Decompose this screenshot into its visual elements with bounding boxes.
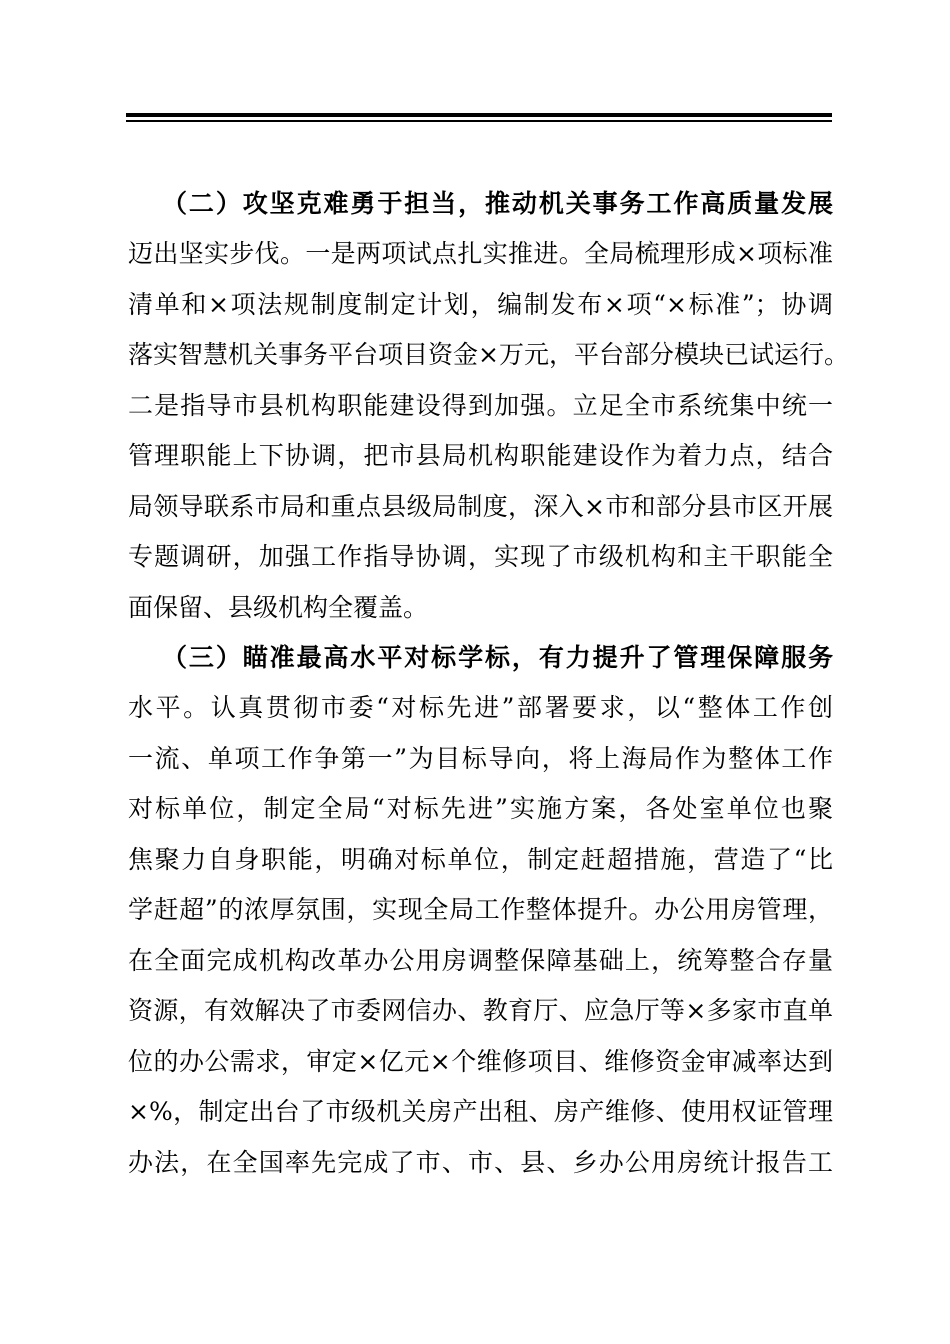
paragraph-3-line: ×%，制定出台了市级机关房产出租、房产维修、使用权证管理 <box>128 1097 833 1126</box>
paragraph-3-line: 焦聚力自身职能，明确对标单位，制定赶超措施，营造了“比 <box>128 845 833 874</box>
paragraph-3-line: 资源，有效解决了市委网信办、教育厅、应急厅等×多家市直单 <box>128 996 833 1025</box>
paragraph-2-heading-line: （二）攻坚克难勇于担当，推动机关事务工作高质量发展 <box>162 189 833 218</box>
header-rule-thin <box>126 120 832 122</box>
paragraph-2-line: 面保留、县级机构全覆盖。 <box>128 593 429 622</box>
paragraph-3-line: 对标单位，制定全局“对标先进”实施方案，各处室单位也聚 <box>128 794 833 823</box>
paragraph-3-line: 办法，在全国率先完成了市、市、县、乡办公用房统计报告工 <box>128 1148 833 1177</box>
header-rule-thick <box>126 113 832 117</box>
paragraph-3-line: 位的办公需求，审定×亿元×个维修项目、维修资金审减率达到 <box>128 1047 833 1076</box>
paragraph-2-line: 清单和×项法规制度制定计划，编制发布×项“×标准”；协调 <box>128 290 833 319</box>
paragraph-2-line: 管理职能上下协调，把市县局机构职能建设作为着力点，结合 <box>128 441 833 470</box>
paragraph-2-line: 二是指导市县机构职能建设得到加强。立足全市系统集中统一 <box>128 391 833 420</box>
paragraph-2-line: 专题调研，加强工作指导协调，实现了市级机构和主干职能全 <box>128 542 833 571</box>
paragraph-2-line: 迈出坚实步伐。一是两项试点扎实推进。全局梳理形成×项标准 <box>128 239 833 268</box>
paragraph-2-line: 局领导联系市局和重点县级局制度，深入×市和部分县市区开展 <box>128 492 833 521</box>
paragraph-3-line: 水平。认真贯彻市委“对标先进”部署要求，以“整体工作创 <box>128 693 833 722</box>
paragraph-3-line: 一流、单项工作争第一”为目标导向，将上海局作为整体工作 <box>128 744 833 773</box>
paragraph-2-line: 落实智慧机关事务平台项目资金×万元，平台部分模块已试运行。 <box>128 340 849 369</box>
paragraph-3-heading-line: （三）瞄准最高水平对标学标，有力提升了管理保障服务 <box>162 643 833 672</box>
paragraph-3-line: 学赶超”的浓厚氛围，实现全局工作整体提升。办公用房管理， <box>128 895 833 924</box>
paragraph-3-line: 在全面完成机构改革办公用房调整保障基础上，统筹整合存量 <box>128 946 833 975</box>
